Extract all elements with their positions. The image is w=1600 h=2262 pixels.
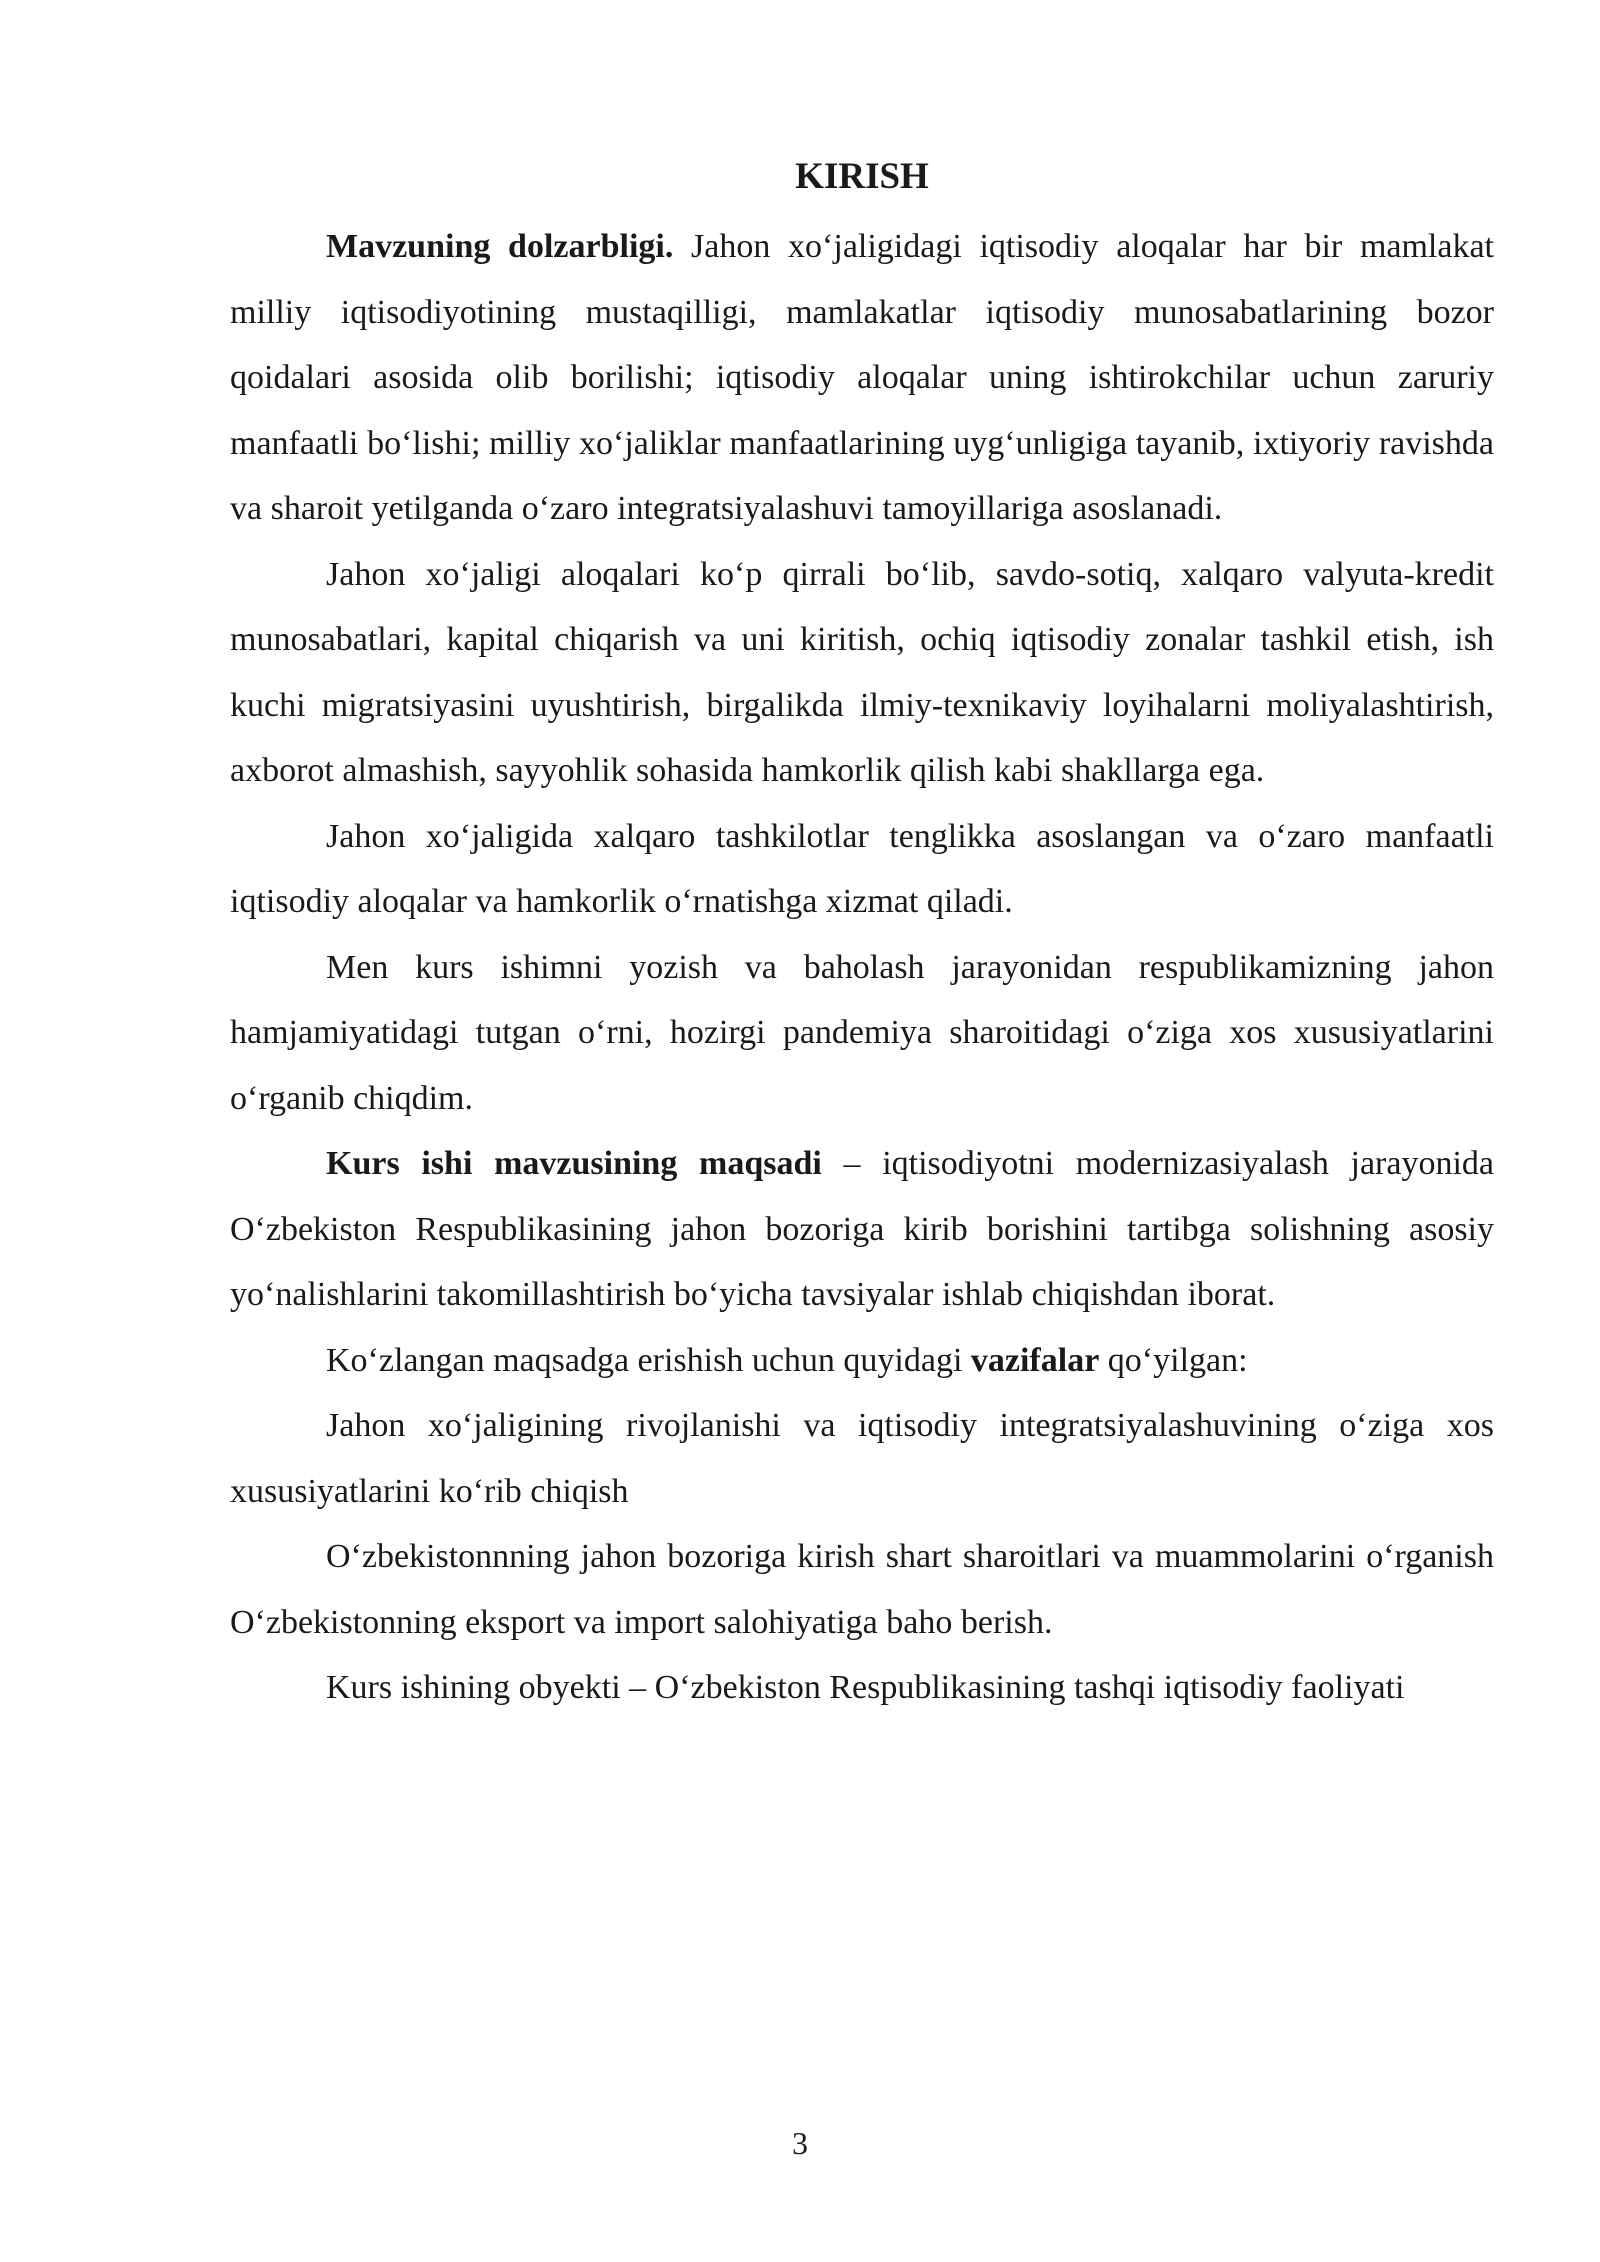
paragraph-object bbox=[230, 1655, 1494, 1721]
paragraph-forms bbox=[230, 542, 1494, 804]
paragraph-text: Ko‘zlangan maqsadga erishish uchun quyidagi bbox=[326, 1341, 971, 1379]
paragraph-text-after: qo‘yilgan: bbox=[1099, 1341, 1248, 1379]
paragraph-text: O‘zbekistonnning jahon bozoriga kirish shart sharoitlari va muammolarini o‘rganish O‘zbekistonning eksport va import salohiyatiga baho berish. bbox=[230, 1538, 1494, 1641]
paragraph-text: Jahon xo‘jaligida xalqaro tashkilotlar tenglikka asoslangan va o‘zaro manfaatli iqtisodiy aloqalar va hamkorlik o‘rnatishga xizmat qiladi. bbox=[230, 817, 1494, 920]
paragraph-task-1 bbox=[230, 1393, 1494, 1524]
paragraph-tasks-intro bbox=[230, 1328, 1494, 1394]
paragraph-study bbox=[230, 935, 1494, 1132]
paragraph-text: Men kurs ishimni yozish va baholash jarayonidan respublikamizning jahon hamjamiyatidagi tutgan o‘rni, hozirgi pandemiya sharoitidagi o‘ziga xos xususiyatlarini o‘rganib chiqdim. bbox=[230, 948, 1494, 1117]
paragraph-task-2 bbox=[230, 1524, 1494, 1655]
paragraph-lead-bold: Mavzuning dolzarbligi. bbox=[326, 228, 674, 265]
paragraph-goal bbox=[230, 1131, 1494, 1328]
paragraph-relevance bbox=[230, 214, 1494, 542]
paragraph-text: Jahon xo‘jaligi aloqalari ko‘p qirrali bo‘lib, savdo-sotiq, xalqaro valyuta-kredit munosabatlari, kapital chiqarish va uni kiritish, ochiq iqtisodiy zonalar tashkil etish, ish kuchi migratsiyasini uyushtirish, birgalikda ilmiy-texnikaviy loyihalarni moliyalashtirish, axborot almashish, sayyohlik sohasida hamkorlik qilish kabi shakllarga ega. bbox=[230, 555, 1494, 789]
paragraph-text: Kurs ishining obyekti – O‘zbekiston Respublikasining tashqi iqtisodiy faoliyati bbox=[326, 1669, 1405, 1706]
paragraph-organizations bbox=[230, 804, 1494, 935]
paragraph-lead-bold: Kurs ishi mavzusining maqsadi bbox=[326, 1145, 822, 1182]
paragraph-bold-word: vazifalar bbox=[970, 1341, 1100, 1379]
section-heading: KIRISH bbox=[795, 156, 929, 197]
paragraph-text: Jahon xo‘jaligidagi iqtisodiy aloqalar har bir mamlakat milliy iqtisodiyotining mustaqilligi, mamlakatlar iqtisodiy munosabatlarining bozor qoidalari asosida olib borilishi; iqtisodiy aloqalar uning ishtirokchilar uchun zaruriy manfaatli bo‘lishi; milliy xo‘jaliklar manfaatlarining uyg‘unligiga tayanib, ixtiyoriy ravishda va sharoit yetilganda o‘zaro integratsiyalashuvi tamoyillariga asoslanadi. bbox=[230, 228, 1494, 527]
paragraph-text: Jahon xo‘jaligining rivojlanishi va iqtisodiy integratsiyalashuvining o‘ziga xos xususiyatlarini ko‘rib chiqish bbox=[230, 1407, 1494, 1510]
page-number: 3 bbox=[792, 2125, 808, 2161]
document-page bbox=[230, 150, 1494, 1721]
paragraph-text: – iqtisodiyotni modernizasiyalash jarayonida O‘zbekiston Respublikasining jahon bozoriga kirib borishini tartibga solishning asosiy yo‘nalishlarini takomillashtirish bo‘yicha tavsiyalar ishlab chiqishdan iborat. bbox=[230, 1145, 1494, 1313]
